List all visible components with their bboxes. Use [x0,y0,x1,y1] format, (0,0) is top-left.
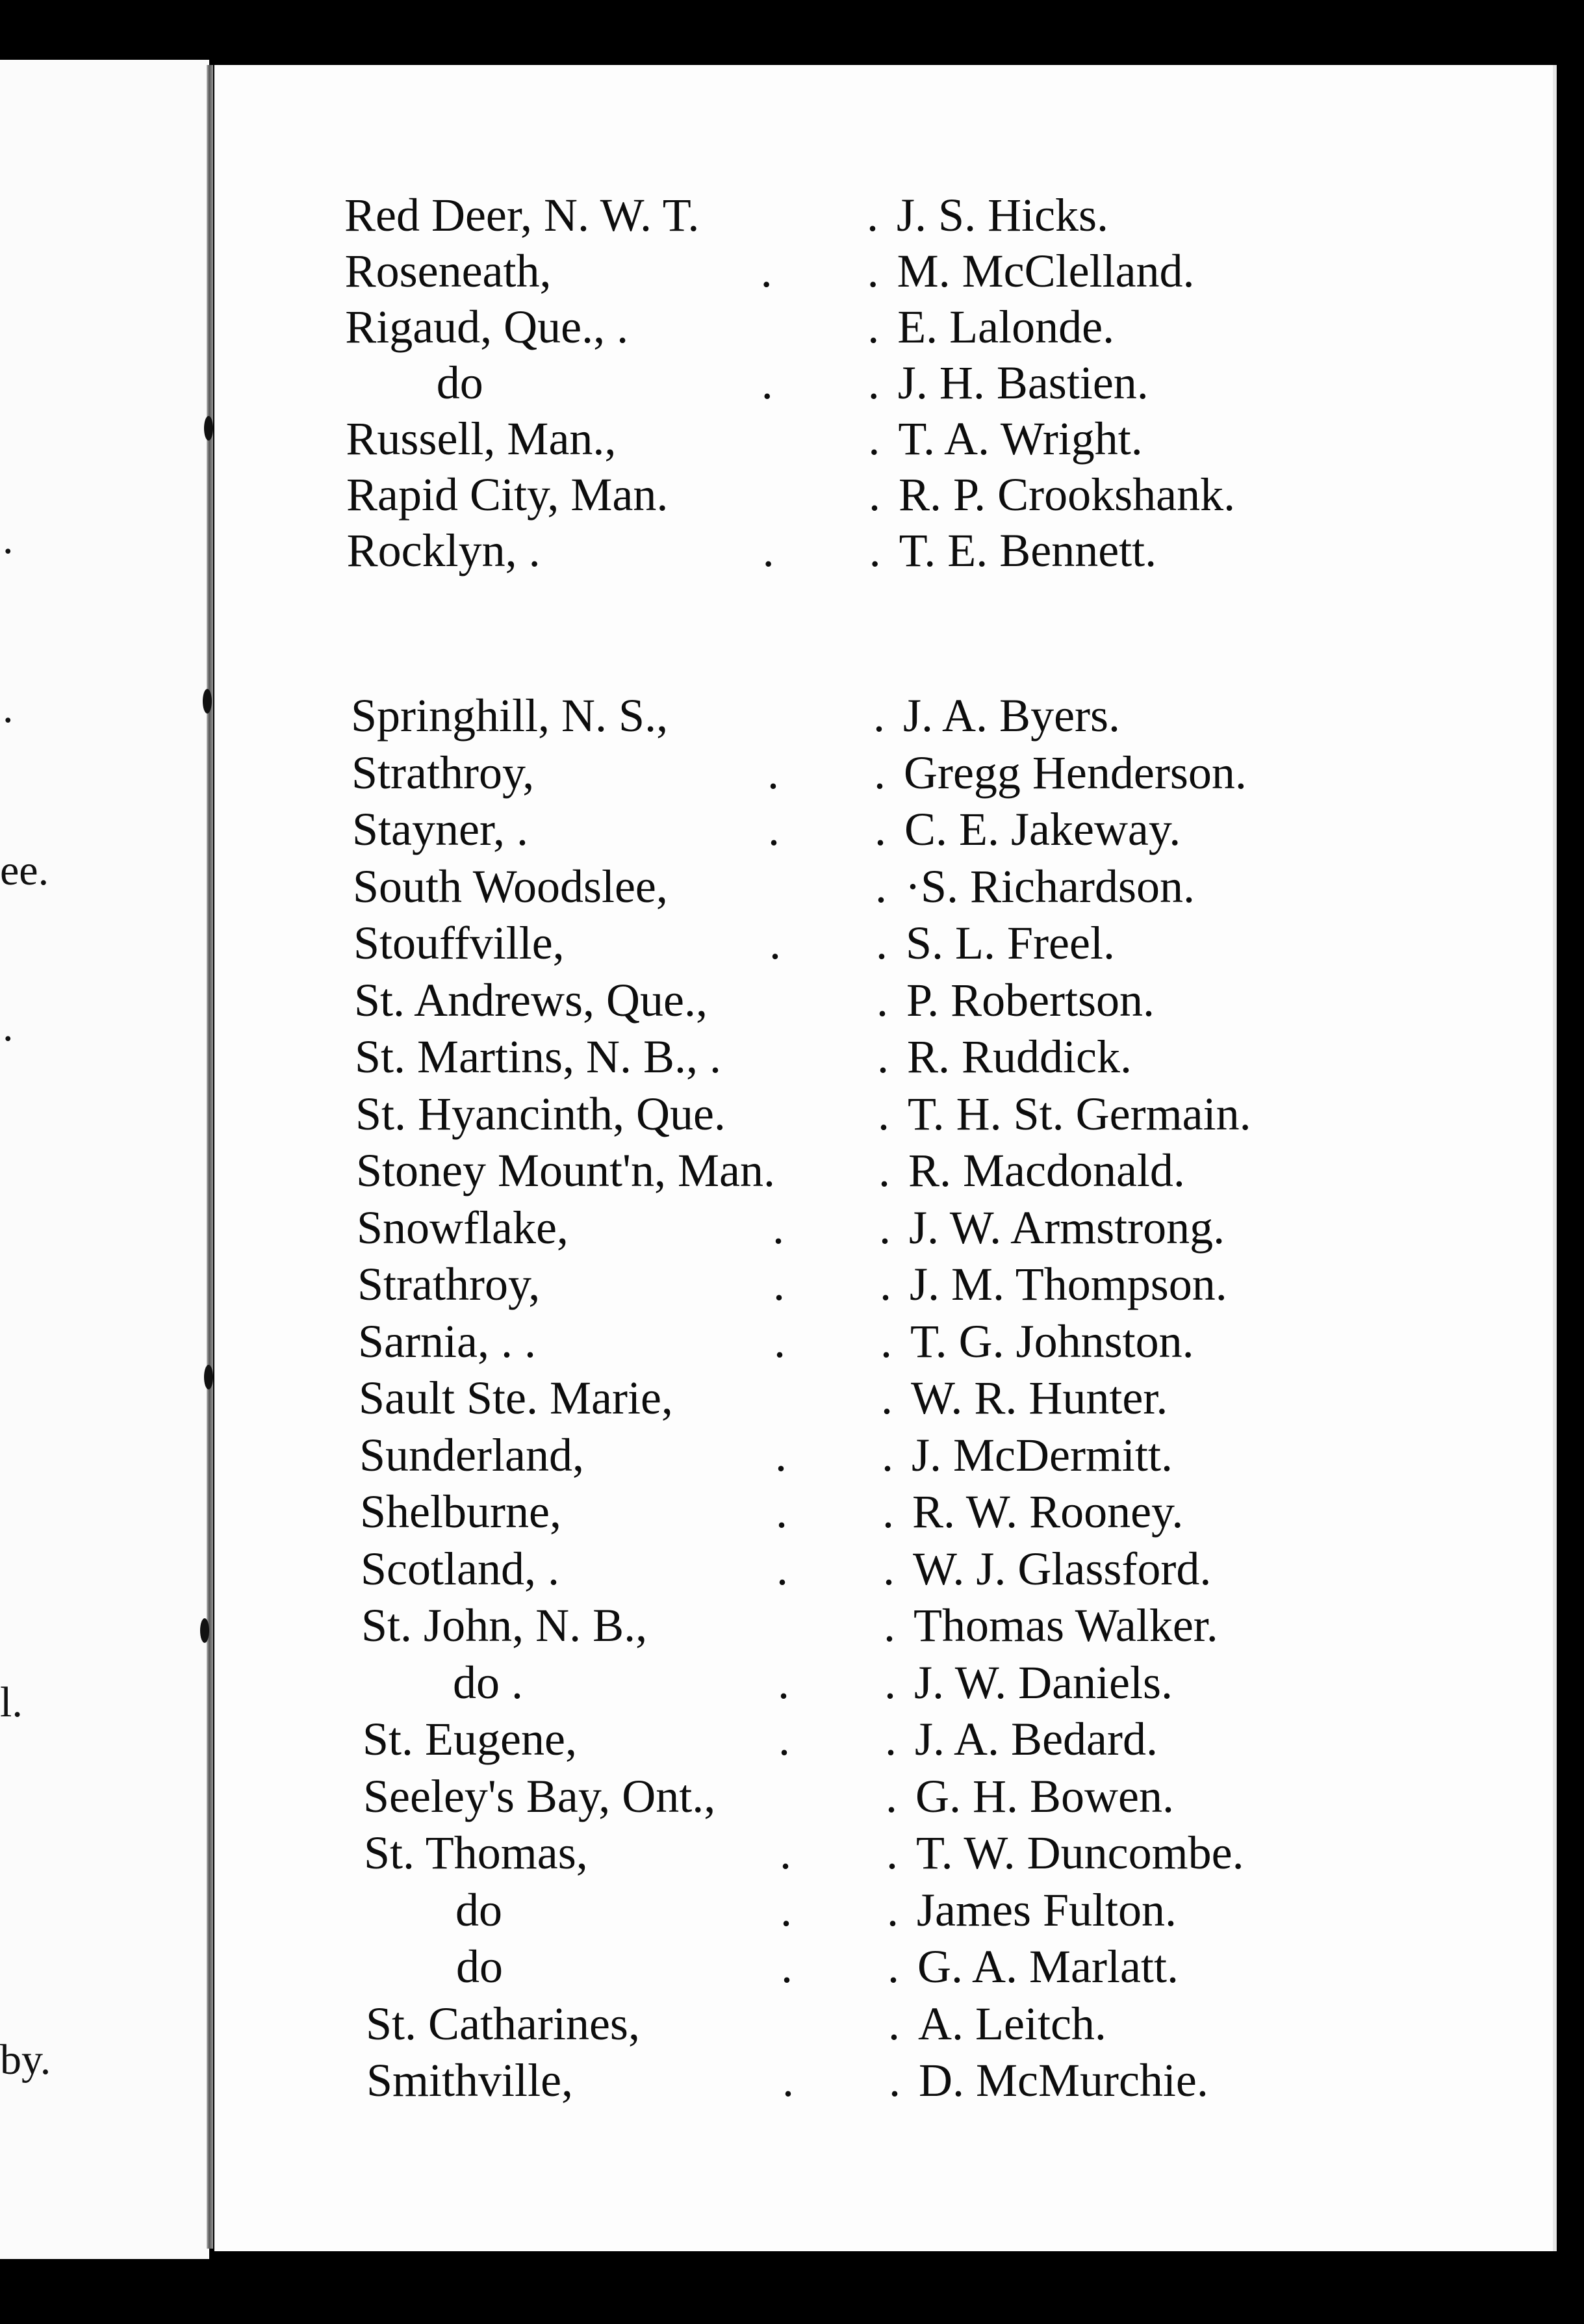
directory-entry [354,974,1524,1029]
directory-entry [361,1599,1531,1655]
place-name: Smithville, [366,2054,574,2106]
leader-dot: . [773,1201,784,1254]
directory-entry [353,916,1523,972]
leader-dot: . [886,1827,898,1879]
page-edge [1553,65,1557,2251]
leader-dot: . [778,1713,790,1765]
leader-dot: . [782,2054,794,2106]
leader-dot: . [882,1428,893,1481]
leader-dot: . [881,1372,893,1424]
leader-dot: . [880,1258,891,1310]
leader-dot: . [773,1258,785,1310]
directory-entry [346,468,1516,524]
leader-dot: . [877,1031,889,1083]
directory-entry [353,860,1522,916]
directory-entry [346,412,1515,468]
leader-dot: . [869,524,881,576]
leader-dot: . [887,1883,899,1936]
leader-dot: . [780,1827,791,1879]
leader-dot: . [867,189,878,241]
leader-dot: . [874,746,886,799]
member-name: Gregg Henderson. [904,746,1247,799]
directory-entry [363,1712,1532,1768]
directory-entry [360,1485,1529,1541]
place-name: Snowflake, [357,1201,568,1254]
member-name: T. H. St. Germain. [908,1087,1251,1140]
leader-dot: . [760,245,773,297]
binding-mark [200,1618,209,1643]
directory-entry [355,1087,1525,1143]
place-name: do [455,1883,502,1936]
member-name: J. M. Thompson. [910,1258,1227,1310]
member-name: D. McMurchie. [919,2054,1208,2106]
place-name: Sault Ste. Marie, [359,1372,673,1424]
member-name: Thomas Walker. [913,1599,1218,1651]
directory-entry [357,1258,1527,1313]
left-facing-page [0,60,209,2259]
leader-dot: . [875,803,886,855]
place-name: do [456,1941,503,1993]
directory-entry [347,524,1516,580]
place-name: St. John, N. B., [361,1599,648,1651]
place-name: Shelburne, [360,1486,561,1538]
leader-dot: . [769,917,781,969]
binding-mark [203,689,212,714]
leader-dot: . [876,917,888,969]
leader-dot: . [884,1656,896,1709]
place-name: Strathroy, [351,746,535,799]
leader-dot: . [774,1315,786,1367]
leader-dot: . [775,1428,787,1481]
leader-dot: . [781,1941,793,1993]
member-name: T. W. Duncombe. [916,1827,1244,1879]
place-name: St. Andrews, Que., [354,974,708,1026]
place-name: Rapid City, Man. [346,469,669,521]
member-name: James Fulton. [917,1883,1177,1936]
leader-dot: . [778,1656,789,1709]
binding-mark [204,1365,213,1389]
left-page-fragment: . [3,1003,14,1050]
place-name: Stoney Mount'n, Man. [356,1144,775,1196]
member-name: J. W. Armstrong. [909,1201,1225,1254]
place-name: Rocklyn, . [346,524,541,576]
member-name: R. W. Rooney. [912,1486,1184,1538]
directory-entry [357,1201,1526,1257]
leader-dot: . [867,245,879,297]
member-name: ·S. Richardson. [905,860,1195,912]
place-name: Seeley's Bay, Ont., [363,1770,716,1822]
leader-dot: . [886,1770,897,1822]
leader-dot: . [869,469,880,521]
directory-entry [364,1826,1533,1882]
place-name: Scotland, . [361,1542,559,1595]
directory-entry [352,803,1522,859]
member-name: E. Lalonde. [897,301,1115,353]
leader-dot: . [880,1315,892,1367]
leader-dot: . [761,357,773,409]
leader-dot: . [767,746,779,799]
member-name: T. G. Johnston. [910,1315,1194,1367]
directory-list [214,65,1557,2251]
place-name: Russell, Man., [346,413,617,465]
directory-page [214,65,1557,2251]
place-name: Springhill, N. S., [351,690,669,742]
leader-dot: . [868,413,880,465]
directory-entry [345,300,1514,356]
member-name: J. W. Daniels. [914,1656,1173,1709]
member-name: P. Robertson. [906,974,1155,1026]
place-name: St. Thomas, [364,1827,588,1879]
place-name: South Woodslee, [353,860,668,912]
directory-entry [359,1371,1528,1427]
leader-dot: . [873,690,885,742]
leader-dot: . [776,1486,787,1538]
member-name: J. A. Byers. [903,690,1121,742]
place-name: Sarnia, . . [358,1315,536,1367]
member-name: W. J. Glassford. [913,1542,1212,1595]
leader-dot: . [883,1542,895,1595]
leader-dot: . [884,1599,895,1651]
directory-entry [355,1030,1524,1086]
place-name: St. Catharines, [366,1997,640,2050]
directory-entry [344,188,1514,244]
place-name: Red Deer, N. W. T. [344,189,700,241]
member-name: G. H. Bowen. [915,1770,1174,1822]
directory-entry [346,356,1515,412]
leader-dot: . [878,1144,890,1196]
member-name: M. McClelland. [897,245,1195,297]
leader-dot: . [876,974,888,1026]
place-name: Roseneath, [344,245,552,297]
left-page-fragment: ee. [0,847,49,894]
leader-dot: . [867,301,880,353]
place-name: Stayner, . [352,803,529,855]
leader-dot: . [867,357,880,409]
leader-dot: . [879,1201,891,1254]
directory-entry [351,746,1521,802]
member-name: G. A. Marlatt. [917,1941,1179,1993]
left-page-fragment: . [3,684,14,732]
leader-dot: . [878,1087,889,1140]
member-name: R. Ruddick. [907,1031,1132,1083]
member-name: R. Macdonald. [908,1144,1185,1196]
directory-entry [361,1542,1530,1598]
place-name: St. Hyancinth, Que. [355,1087,726,1140]
directory-entry [359,1428,1529,1484]
directory-entry [358,1315,1527,1371]
directory-entry [351,689,1520,745]
member-name: C. E. Jakeway. [904,803,1181,855]
leader-dot: . [875,860,887,912]
leader-dot: . [889,2054,901,2106]
leader-dot: . [888,1997,900,2050]
leader-dot: . [885,1713,897,1765]
left-page-fragment: by. [0,2036,51,2084]
place-name: do [436,357,483,409]
member-name: S. L. Freel. [906,917,1115,969]
directory-entry [362,1656,1531,1712]
member-name: W. R. Hunter. [911,1372,1168,1424]
member-name: T. A. Wright. [898,413,1143,465]
leader-dot: . [780,1883,792,1936]
page-gutter [207,65,213,2249]
member-name: J. H. Bastien. [897,357,1149,409]
member-name: A. Leitch. [918,1997,1106,2050]
member-name: J. A. Bedard. [915,1713,1158,1765]
leader-dot: . [882,1486,894,1538]
place-name: Strathroy, [357,1258,541,1310]
directory-entry [356,1144,1526,1200]
leader-dot: . [888,1941,899,1993]
member-name: T. E. Bennett. [899,524,1157,576]
place-name: do . [453,1656,523,1709]
left-page-fragment: . [3,515,14,563]
leader-dot: . [776,1542,788,1595]
binding-mark [204,416,213,441]
directory-entry [345,244,1514,300]
place-name: St. Martins, N. B., . [355,1031,722,1083]
place-name: Stouffville, [353,917,565,969]
directory-entry [366,1997,1535,2053]
left-page-fragment: l. [0,1679,23,1726]
leader-dot: . [762,524,774,576]
directory-entry [365,1940,1535,1996]
directory-entry [364,1883,1534,1939]
directory-entry [363,1770,1533,1826]
directory-entry [366,2054,1536,2110]
member-name: R. P. Crookshank. [899,469,1236,521]
leader-dot: . [768,803,780,855]
member-name: J. S. Hicks. [897,189,1109,241]
place-name: Rigaud, Que., . [345,301,629,353]
place-name: Sunderland, [359,1428,584,1481]
place-name: St. Eugene, [363,1713,577,1765]
member-name: J. McDermitt. [912,1428,1173,1481]
